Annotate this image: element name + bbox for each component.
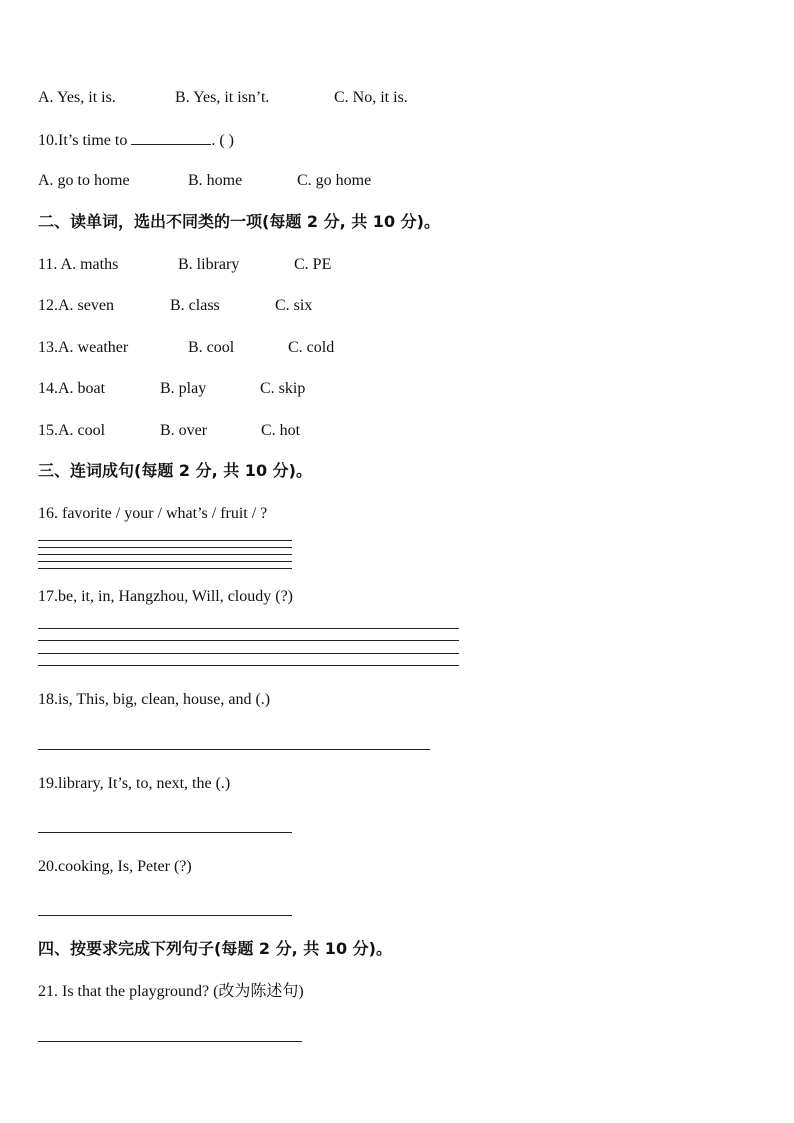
- q10-option-c: C. go home: [297, 172, 372, 189]
- q10-prefix: 10.It’s time to: [38, 132, 128, 149]
- q21-question: 21. Is that the playground? (改为陈述句): [38, 983, 304, 1000]
- q9-option-c: C. No, it is.: [334, 89, 408, 106]
- section-2-heading: 二、读单词，选出不同类的一项(每题 2 分, 共 10 分)。: [38, 212, 440, 231]
- q16-answer-line-3[interactable]: [38, 554, 292, 555]
- q11-option-c: C. PE: [294, 256, 332, 273]
- q21-answer-line[interactable]: [38, 1041, 302, 1042]
- q11-option-b: B. library: [178, 256, 240, 273]
- q20-answer-line[interactable]: [38, 915, 292, 916]
- q12-row: [38, 296, 312, 316]
- q17-answer-line-2[interactable]: [38, 640, 459, 641]
- q17-answer-line-1[interactable]: [38, 628, 459, 629]
- q16-answer-line-4[interactable]: [38, 561, 292, 562]
- q18-question: 18.is, This, big, clean, house, and (.): [38, 691, 271, 708]
- q20-question: 20.cooking, Is, Peter (?): [38, 858, 192, 875]
- section-3-heading: 三、连词成句(每题 2 分, 共 10 分)。: [38, 461, 312, 480]
- q14-option-c: C. skip: [260, 380, 306, 397]
- q13-option-c: C. cold: [288, 339, 335, 356]
- q9-option-a: A. Yes, it is.: [38, 89, 116, 106]
- q19-question: 19.library, It’s, to, next, the (.): [38, 775, 231, 792]
- q14-option-a: 14.A. boat: [38, 380, 106, 397]
- q10-option-a: A. go to home: [38, 172, 130, 189]
- q17-answer-line-3[interactable]: [38, 653, 459, 654]
- q10-blank[interactable]: [131, 130, 211, 145]
- q12-option-b: B. class: [170, 297, 220, 314]
- q13-option-b: B. cool: [188, 339, 235, 356]
- q10-question: [38, 130, 234, 151]
- q14-row: [38, 379, 305, 399]
- q10-option-b: B. home: [188, 172, 243, 189]
- q11-option-a: 11. A. maths: [38, 256, 119, 273]
- q11-row: [38, 255, 331, 275]
- q16-answer-line-1[interactable]: [38, 540, 292, 541]
- q10-options-row: [38, 171, 371, 191]
- q14-option-b: B. play: [160, 380, 207, 397]
- q18-answer-line[interactable]: [38, 749, 430, 750]
- q12-option-a: 12.A. seven: [38, 297, 114, 314]
- q15-option-c: C. hot: [261, 422, 301, 439]
- q10-suffix: . ( ): [211, 132, 234, 149]
- q16-answer-line-5[interactable]: [38, 568, 292, 569]
- q13-option-a: 13.A. weather: [38, 339, 129, 356]
- q9-options-row: [38, 88, 408, 108]
- q12-option-c: C. six: [275, 297, 313, 314]
- q13-row: [38, 338, 334, 358]
- q16-answer-line-2[interactable]: [38, 547, 292, 548]
- section-4-heading: 四、按要求完成下列句子(每题 2 分, 共 10 分)。: [38, 939, 392, 958]
- q15-option-b: B. over: [160, 422, 208, 439]
- q17-answer-line-4[interactable]: [38, 665, 459, 666]
- q16-question: 16. favorite / your / what’s / fruit / ?: [38, 505, 268, 522]
- q17-question: 17.be, it, in, Hangzhou, Will, cloudy (?): [38, 588, 294, 605]
- q15-row: [38, 421, 300, 441]
- q15-option-a: 15.A. cool: [38, 422, 106, 439]
- q9-option-b: B. Yes, it isn’t.: [175, 89, 270, 106]
- q19-answer-line[interactable]: [38, 832, 292, 833]
